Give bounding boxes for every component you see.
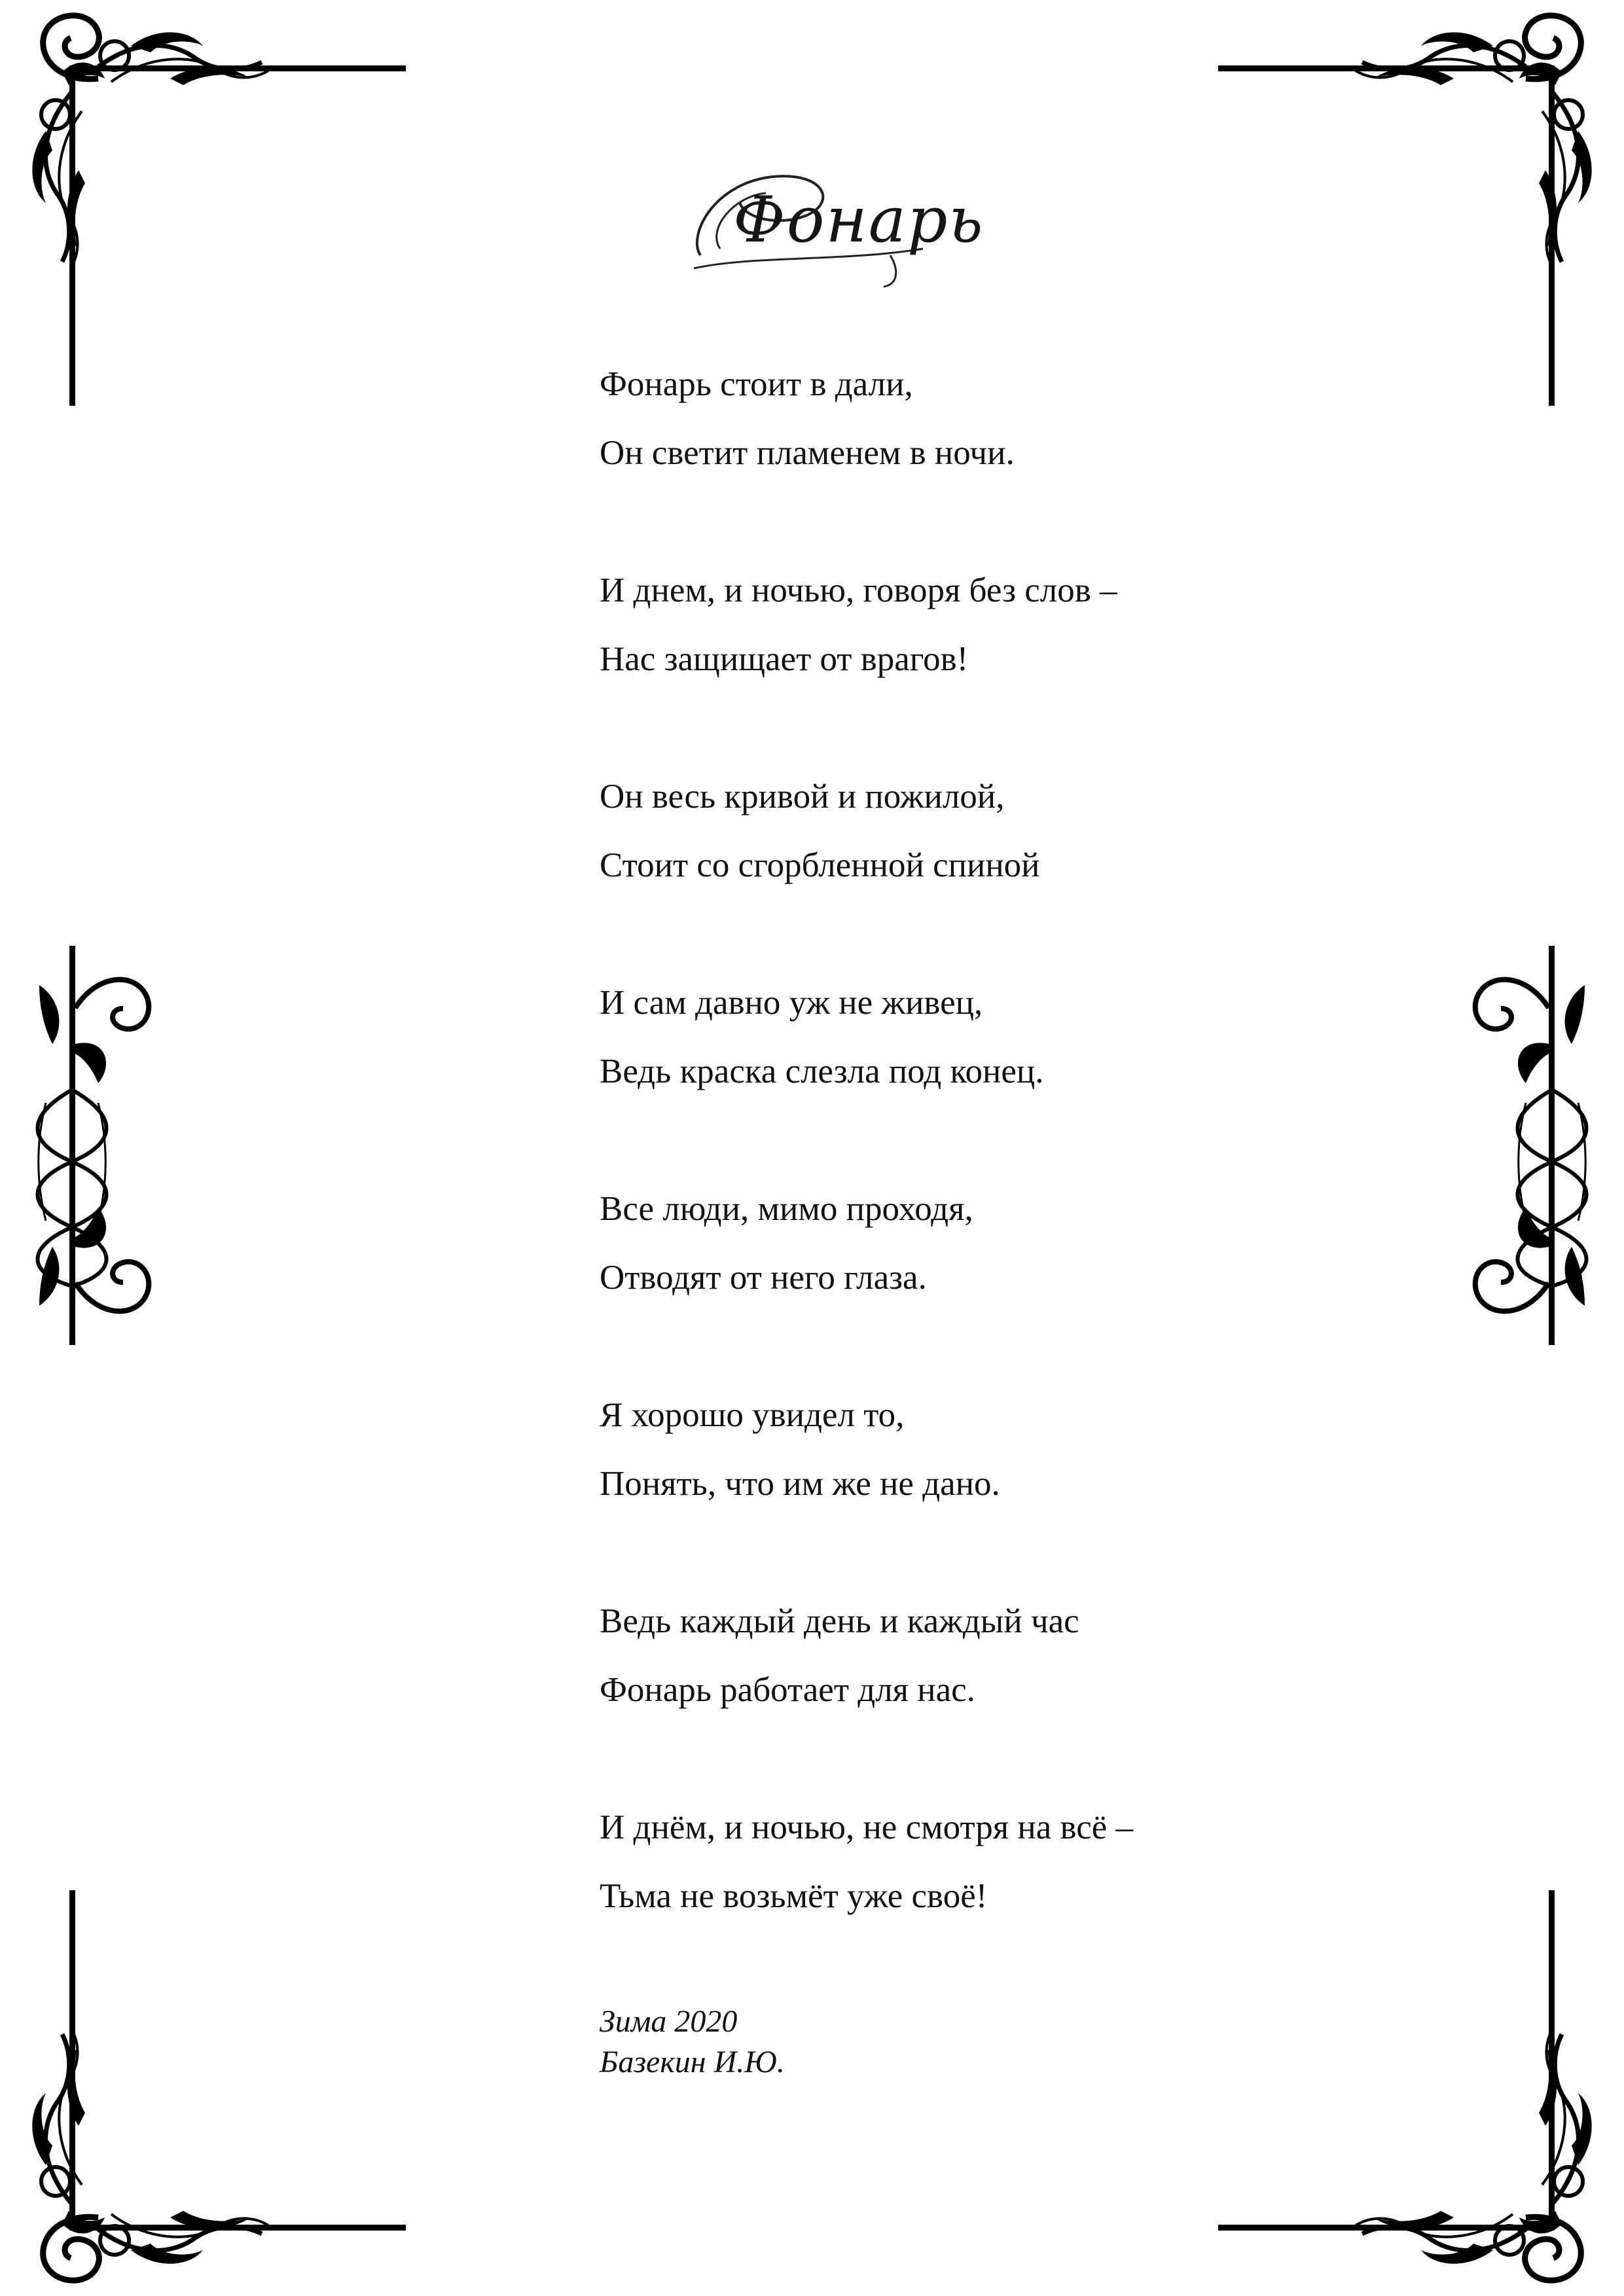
poem-line: Он весь кривой и пожилой, xyxy=(600,778,1005,816)
ornament-corner-icon xyxy=(32,16,406,406)
poem-line: Фонарь стоит в дали, xyxy=(600,365,913,403)
poem-line: И сам давно уж не живец, xyxy=(600,984,983,1022)
ornament-corner-icon xyxy=(1218,1890,1592,2280)
poem-line: Нас защищает от врагов! xyxy=(600,640,969,678)
ornament-side-icon xyxy=(1475,946,1587,1345)
signature-block xyxy=(600,2001,785,2083)
poem-line: И днем, и ночью, говоря без слов – xyxy=(600,571,1117,609)
poem-line: Отводят от него глаза. xyxy=(600,1259,927,1297)
stanza xyxy=(600,1381,1254,1518)
poem-line: Я хорошо увидел то, xyxy=(600,1396,905,1434)
stanza xyxy=(600,969,1254,1106)
stanza xyxy=(600,1587,1254,1725)
ornament-corner-icon xyxy=(32,1890,406,2280)
poem-line: Понять, что им же не дано. xyxy=(600,1465,1000,1503)
stanza xyxy=(600,1793,1254,1931)
poem-line: Стоит со сгорбленной спиной xyxy=(600,846,1040,884)
poem-line: Все люди, мимо проходя, xyxy=(600,1190,973,1228)
poem-line: И днём, и ночью, не смотря на всё – xyxy=(600,1808,1134,1846)
signature-date: Зима 2020 xyxy=(600,2004,738,2039)
poem-title: Фонарь xyxy=(733,183,984,257)
stanza xyxy=(600,762,1254,900)
signature-author: Базекин И.Ю. xyxy=(600,2045,785,2079)
stanza xyxy=(600,350,1254,488)
stanza xyxy=(600,556,1254,694)
ornament-corner-icon xyxy=(1218,16,1592,406)
poem-title-block xyxy=(674,157,984,288)
ornament-side-icon xyxy=(38,946,149,1345)
poem-line: Фонарь работает для нас. xyxy=(600,1671,975,1709)
poem-line: Тьма не возьмёт уже своё! xyxy=(600,1877,988,1915)
poem-line: Он светит пламенем в ночи. xyxy=(600,434,1015,472)
stanza xyxy=(600,1175,1254,1312)
poem-line: Ведь каждый день и каждый час xyxy=(600,1602,1079,1640)
poem-body xyxy=(600,350,1254,2000)
poem-line: Ведь краска слезла под конец. xyxy=(600,1052,1044,1090)
